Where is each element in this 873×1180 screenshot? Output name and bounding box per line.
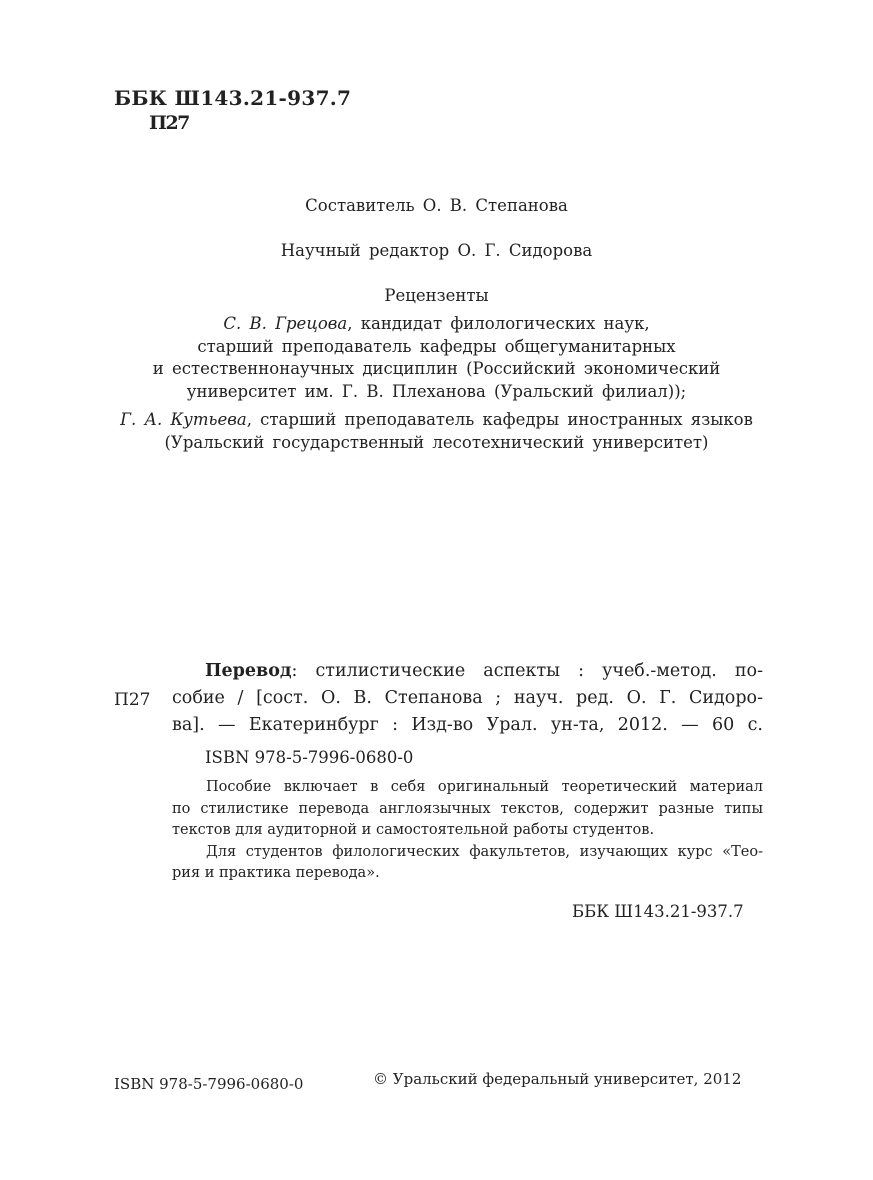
editor-credit: Научный редактор О. Г. Сидорова (280, 241, 593, 260)
reviewer1-title: , кандидат филологических наук, (347, 314, 650, 333)
bbk-code-top: ББК Ш143.21-937.7 (114, 86, 352, 110)
bib-line-3: ва]. — Екатеринбург : Изд-во Урал. ун-та, 2012. — 60 с. (172, 715, 763, 735)
author-code-top: П27 (149, 112, 189, 134)
annotation-line-1: Пособие включает в себя оригинальный теоретический материал (206, 779, 763, 795)
reviewer1-line4: университет им. Г. В. Плеханова (Уральский филиал)); (186, 382, 687, 401)
bibliographic-continuation (172, 685, 763, 739)
reviewer2-line2: (Уральский государственный лесотехнический университет) (164, 433, 709, 452)
reviewers-heading: Рецензенты (384, 286, 489, 305)
reviewer1-line3: и естественнонаучных дисциплин (Российский экономический (152, 359, 721, 378)
reviewer1-name: С. В. Грецова (223, 314, 348, 333)
copyright-notice: © Уральский федеральный университет, 2012 (373, 1070, 742, 1088)
compiler-credit: Составитель О. В. Степанова (305, 196, 568, 215)
annotation-line-2: по стилистике перевода англоязычных текстов, содержит разные типы (172, 800, 763, 817)
bib-line-1 (205, 658, 763, 685)
reviewer2-name: Г. А. Кутьева (120, 410, 247, 429)
bib-line-1-rest: : стилистические аспекты : учеб.-метод. по- (291, 661, 763, 681)
annotation-line-5: рия и практика перевода». (172, 865, 380, 881)
reviewer2-line1 (0, 410, 873, 429)
reviewer1-line2: старший преподаватель кафедры общегуманитарных (197, 337, 676, 356)
bibliography-code: П27 (114, 690, 151, 710)
bibliographic-record (205, 658, 763, 685)
bbk-classification: ББК Ш143.21-937.7 (572, 902, 744, 921)
book-title: Перевод (205, 661, 292, 681)
annotation (172, 777, 763, 885)
annotation-line-4: Для студентов филологических факультетов, изучающих курс «Тео- (206, 843, 763, 860)
isbn-footer: ISBN 978-5-7996-0680-0 (114, 1075, 304, 1093)
reviewer2-title: , старший преподаватель кафедры иностранных языков (246, 410, 753, 429)
annotation-line-3: текстов для аудиторной и самостоятельной работы студентов. (172, 822, 655, 838)
bib-line-2: собие / [сост. О. В. Степанова ; науч. ред. О. Г. Сидоро- (172, 688, 763, 708)
isbn-main: ISBN 978-5-7996-0680-0 (205, 748, 414, 767)
reviewer1-line1 (0, 314, 873, 333)
